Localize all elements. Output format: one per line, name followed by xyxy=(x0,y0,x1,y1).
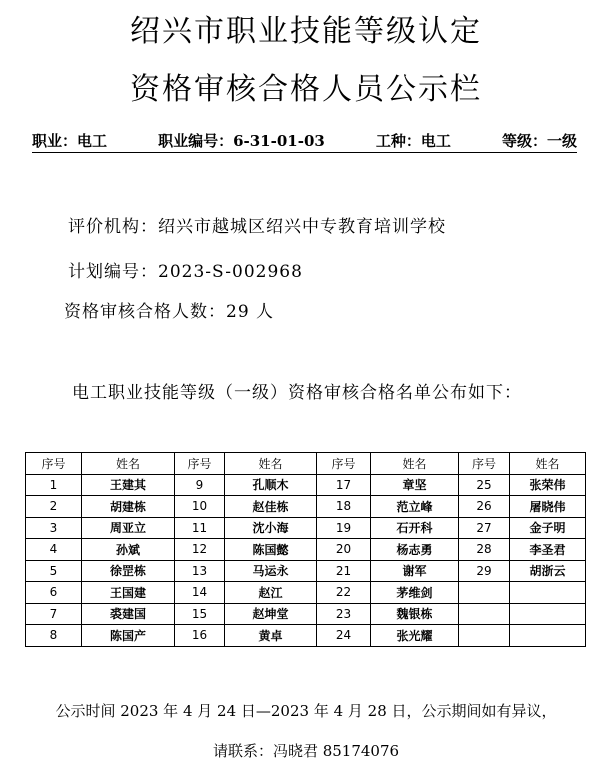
person-name-cell xyxy=(510,582,586,604)
serial-number-cell xyxy=(459,625,510,647)
person-name-cell: 赵坤堂 xyxy=(225,603,317,625)
person-name-cell: 马运永 xyxy=(225,560,317,582)
table-row xyxy=(26,496,586,518)
serial-number-cell xyxy=(459,582,510,604)
person-name-cell: 张光耀 xyxy=(371,625,459,647)
table-row xyxy=(26,582,586,604)
serial-number-cell: 25 xyxy=(459,474,510,496)
serial-number-cell: 19 xyxy=(317,517,371,539)
serial-number-cell: 5 xyxy=(26,560,82,582)
person-name-cell: 胡建栋 xyxy=(82,496,175,518)
serial-number-cell: 18 xyxy=(317,496,371,518)
person-name-cell xyxy=(510,625,586,647)
serial-number-cell: 14 xyxy=(175,582,225,604)
table-row xyxy=(26,625,586,647)
table-row xyxy=(26,517,586,539)
header-name: 姓名 xyxy=(371,453,459,475)
person-name-cell: 黄卓 xyxy=(225,625,317,647)
serial-number-cell: 3 xyxy=(26,517,82,539)
serial-number-cell: 21 xyxy=(317,560,371,582)
table-row xyxy=(26,603,586,625)
person-name-cell: 沈小海 xyxy=(225,517,317,539)
work-type: 工种：电工 xyxy=(375,132,451,150)
serial-number-cell: 15 xyxy=(175,603,225,625)
serial-number-cell: 8 xyxy=(26,625,82,647)
serial-number-cell: 6 xyxy=(26,582,82,604)
occupation-code: 职业编号：6-31-01-03 xyxy=(158,132,325,150)
qualified-roster-table xyxy=(25,452,586,647)
serial-number-cell: 27 xyxy=(459,517,510,539)
person-name-cell: 孔顺木 xyxy=(225,474,317,496)
page-title: 绍兴市职业技能等级认定 xyxy=(130,14,482,49)
notice-period: 公示时间 2023 年 4 月 24 日—2023 年 4 月 28 日，公示期间如有异议， xyxy=(55,702,557,720)
page-subtitle: 资格审核合格人员公示栏 xyxy=(130,72,482,107)
plan-number: 计划编号：2023-S-002968 xyxy=(68,262,303,282)
person-name-cell: 孙斌 xyxy=(82,539,175,561)
qualified-count: 资格审核合格人数：29 人 xyxy=(64,302,275,322)
person-name-cell: 章坚 xyxy=(371,474,459,496)
person-name-cell: 魏银栋 xyxy=(371,603,459,625)
person-name-cell: 石开科 xyxy=(371,517,459,539)
table-row xyxy=(26,539,586,561)
serial-number-cell: 10 xyxy=(175,496,225,518)
header-name: 姓名 xyxy=(82,453,175,475)
person-name-cell: 张荣伟 xyxy=(510,474,586,496)
person-name-cell: 陈国产 xyxy=(82,625,175,647)
person-name-cell: 杨志勇 xyxy=(371,539,459,561)
serial-number-cell: 7 xyxy=(26,603,82,625)
serial-number-cell: 12 xyxy=(175,539,225,561)
table-row xyxy=(26,474,586,496)
serial-number-cell: 11 xyxy=(175,517,225,539)
serial-number-cell: 22 xyxy=(317,582,371,604)
person-name-cell: 范立峰 xyxy=(371,496,459,518)
evaluation-organization: 评价机构：绍兴市越城区绍兴中专教育培训学校 xyxy=(68,217,446,237)
header-name: 姓名 xyxy=(510,453,586,475)
serial-number-cell: 29 xyxy=(459,560,510,582)
serial-number-cell: 1 xyxy=(26,474,82,496)
serial-number-cell: 24 xyxy=(317,625,371,647)
serial-number-cell: 23 xyxy=(317,603,371,625)
serial-number-cell: 4 xyxy=(26,539,82,561)
serial-number-cell: 13 xyxy=(175,560,225,582)
serial-number-cell: 28 xyxy=(459,539,510,561)
serial-number-cell: 9 xyxy=(175,474,225,496)
serial-number-cell: 16 xyxy=(175,625,225,647)
job-info-line xyxy=(32,130,577,153)
serial-number-cell: 26 xyxy=(459,496,510,518)
notice-contact: 请联系：冯晓君 85174076 xyxy=(212,742,400,760)
person-name-cell: 陈国懿 xyxy=(225,539,317,561)
serial-number-cell: 2 xyxy=(26,496,82,518)
person-name-cell: 王国建 xyxy=(82,582,175,604)
level: 等级：一级 xyxy=(501,132,577,150)
person-name-cell: 茅维剑 xyxy=(371,582,459,604)
person-name-cell: 金子明 xyxy=(510,517,586,539)
person-name-cell: 裘建国 xyxy=(82,603,175,625)
header-no: 序号 xyxy=(26,453,82,475)
person-name-cell: 赵江 xyxy=(225,582,317,604)
serial-number-cell xyxy=(459,603,510,625)
person-name-cell: 赵佳栋 xyxy=(225,496,317,518)
header-name: 姓名 xyxy=(225,453,317,475)
list-heading: 电工职业技能等级（一级）资格审核合格名单公布如下： xyxy=(72,383,522,403)
table-row xyxy=(26,560,586,582)
person-name-cell: 谢军 xyxy=(371,560,459,582)
person-name-cell: 李圣君 xyxy=(510,539,586,561)
person-name-cell: 周亚立 xyxy=(82,517,175,539)
person-name-cell: 王建其 xyxy=(82,474,175,496)
person-name-cell: 屠晓伟 xyxy=(510,496,586,518)
table-header-row xyxy=(26,453,586,475)
header-no: 序号 xyxy=(175,453,225,475)
serial-number-cell: 20 xyxy=(317,539,371,561)
header-no: 序号 xyxy=(459,453,510,475)
occupation: 职业：电工 xyxy=(32,132,108,150)
person-name-cell: 胡浙云 xyxy=(510,560,586,582)
header-no: 序号 xyxy=(317,453,371,475)
serial-number-cell: 17 xyxy=(317,474,371,496)
person-name-cell: 徐罡栋 xyxy=(82,560,175,582)
person-name-cell xyxy=(510,603,586,625)
